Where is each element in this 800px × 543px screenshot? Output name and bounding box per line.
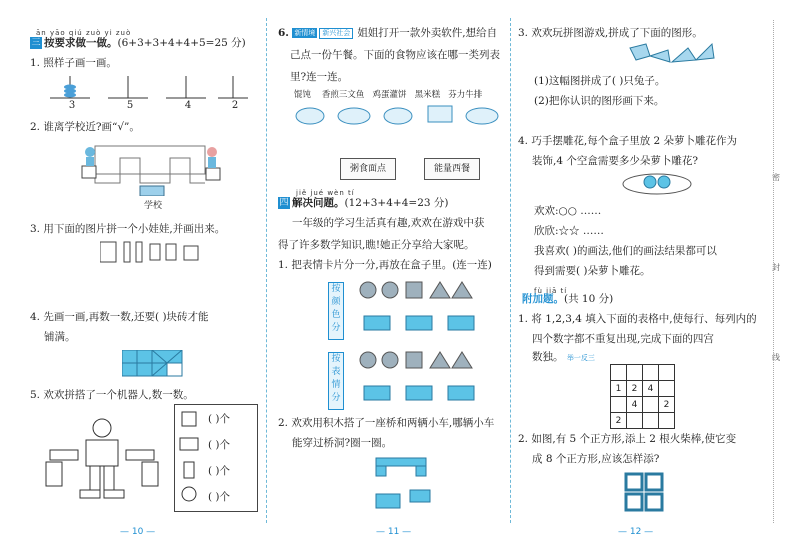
q3-text: 3. 欢欢玩拼图游戏,拼成了下面的图形。 [518,27,703,39]
intro-text: 一年级的学习生活真有趣,欢欢在游戏中获 [292,217,485,229]
category-noodles[interactable]: 粥食面点 [340,158,396,180]
q4-text: 4. 巧手摆雕花,每个盒子里放 2 朵萝卜雕花作为 [518,135,738,147]
abacus-count: 2 [231,100,239,111]
q5-text: 5. 欢欢拼搭了一个机器人,数一数。 [30,389,194,401]
mood-cards-and-boxes [358,350,488,406]
sudoku-cell[interactable]: 2 [611,413,627,429]
q6-line: 己点一份午餐。下面的食物应该在哪一类列表 [290,49,500,61]
sudoku-cell[interactable]: 2 [659,397,675,413]
pinyin: jiě jué wèn tí [296,189,355,197]
q2-text: 2. 欢欢用积木搭了一座桥和两辆小车,哪辆小车 [278,417,495,429]
pinyin: ān yāo qiú zuò yi zuò [36,29,132,37]
abacus-count: 3 [68,100,76,111]
q4-text-cont: 装饰,4 个空盒需要多少朵萝卜雕花? [532,155,698,167]
food-labels [294,88,482,102]
tag-new-context: 新情境 [294,29,316,37]
section-heading [30,36,246,50]
q6-heading [278,26,497,40]
bridge-and-cars [370,452,460,512]
sudoku-cell[interactable] [627,413,643,429]
food-label: 馄饨 [294,90,312,100]
page-11 [270,0,508,543]
huanhuan-drawing: 欢欢:○○ …… [534,205,602,217]
q3-text: 3. 用下面的图片拼一个小娃娃,并画出来。 [30,223,226,235]
sudoku-cell[interactable]: 1 [611,381,627,397]
q3-sub-a: (1)这幅图拼成了( )只兔子。 [534,75,666,87]
label-by-mood: 按 表 情 分 [328,352,344,410]
intro-text: 得了许多数学知识,瞧!她正分享给大家呢。 [278,239,475,251]
bonus-q1-end: 数独。 [532,351,564,363]
robot-figure [40,410,166,500]
q2-text-cont: 能穿过桥洞?圈一圈。 [292,437,393,449]
matchstick-squares [622,470,668,514]
food-label: 黑米糕 [414,90,441,100]
q2-text: 2. 谁离学校近?画“√”。 [30,121,140,133]
sudoku-cell[interactable] [643,365,659,381]
section-title: 按要求做一做。 [44,37,118,49]
food-label: 香煎三文鱼 [321,90,365,100]
count-row: ( )个 [208,413,231,425]
seal-line-char: 线 [772,353,780,362]
tag-new-society: 新兴社会 [319,28,353,39]
q6-number: 6. [278,27,289,39]
carved-flower-plate [620,170,694,196]
color-cards-and-boxes [358,280,488,336]
bonus-q1-text: 四个数字都不重复出现,完成下面的四宫 [532,333,714,345]
abacus-count: 4 [184,100,192,111]
sudoku-cell[interactable] [643,413,659,429]
page-divider [510,18,511,523]
label-by-color: 按 颜 色 分 [328,282,344,340]
bonus-q2-text: 2. 如图,有 5 个正方形,添上 2 根火柴棒,使它变 [518,433,737,445]
tile-figure [122,350,188,380]
q3-sub-b: (2)把你认识的图形画下来。 [534,95,665,107]
sudoku-grid [610,364,675,429]
seal-line [773,20,774,523]
food-pictures [294,102,504,126]
section-points: (6+3+3+4+4+5=25 分) [117,37,246,49]
section-points: (12+3+4+4=23 分) [344,197,449,209]
page-number: — 11 — [376,527,412,537]
page-10 [0,0,262,543]
sudoku-cell[interactable] [611,365,627,381]
sudoku-table [610,364,675,429]
sudoku-cell[interactable] [659,365,675,381]
q1-text: 1. 把表情卡片分一分,再放在盒子里。(连一连) [278,259,492,271]
sudoku-cell[interactable]: 4 [627,397,643,413]
category-western[interactable]: 能量西餐 [424,158,480,180]
q6-line: 姐姐打开一款外卖软件,想给自 [357,27,498,39]
q4-answer-line: 得到需要( )朵萝卜雕花。 [534,265,651,277]
bonus-heading [522,292,613,306]
xinxin-drawing: 欣欣:☆☆ …… [534,225,604,237]
bonus-q2-text: 成 8 个正方形,应该怎样添? [532,453,660,465]
tag-extend: 举一反三 [566,354,595,362]
sudoku-cell[interactable]: 2 [627,381,643,397]
bonus-title: 附加题。 [522,293,564,305]
count-row: ( )个 [208,465,231,477]
school-label: 学校 [143,201,162,211]
sudoku-cell[interactable] [659,381,675,397]
count-row: ( )个 [208,491,231,503]
sudoku-cell[interactable] [659,413,675,429]
q1-text: 1. 照样子画一画。 [30,57,117,69]
section-heading [278,196,449,210]
path-maze [80,138,230,196]
section-number: 三 [31,38,41,48]
count-row: ( )个 [208,439,231,451]
section-number: 四 [279,198,289,208]
pinyin: fù jiā tí [534,287,568,295]
food-label: 芬力牛排 [448,90,483,100]
q4-answer-line: 我喜欢( )的画法,他们的画法结果都可以 [534,245,717,257]
shape-icons [178,408,204,508]
bonus-points: (共 10 分) [564,293,614,305]
q4-text-cont: 铺满。 [44,331,76,343]
section-title: 解决问题。 [292,197,345,209]
q4-text: 4. 先画一画,再数一数,还要( )块砖才能 [30,311,209,323]
abacus-count: 5 [126,100,134,111]
shape-pieces [100,240,210,266]
sudoku-cell[interactable]: 4 [643,381,659,397]
food-label: 鸡蛋灌饼 [372,90,407,100]
q6-line: 里?连一连。 [290,71,349,83]
page-number: — 12 — [618,527,654,537]
bonus-q1-text [532,350,595,365]
sudoku-cell[interactable] [611,397,627,413]
seal-line-char: 封 [772,263,780,272]
sudoku-cell[interactable] [643,397,659,413]
seal-line-char: 密 [772,173,780,182]
page-number: — 10 — [120,527,156,537]
bonus-q1-text: 1. 将 1,2,3,4 填入下面的表格中,使每行、每列内的 [518,313,757,325]
rabbit-puzzle [626,40,716,68]
page-12 [512,0,762,543]
sudoku-cell[interactable] [627,365,643,381]
page-divider [266,18,267,523]
